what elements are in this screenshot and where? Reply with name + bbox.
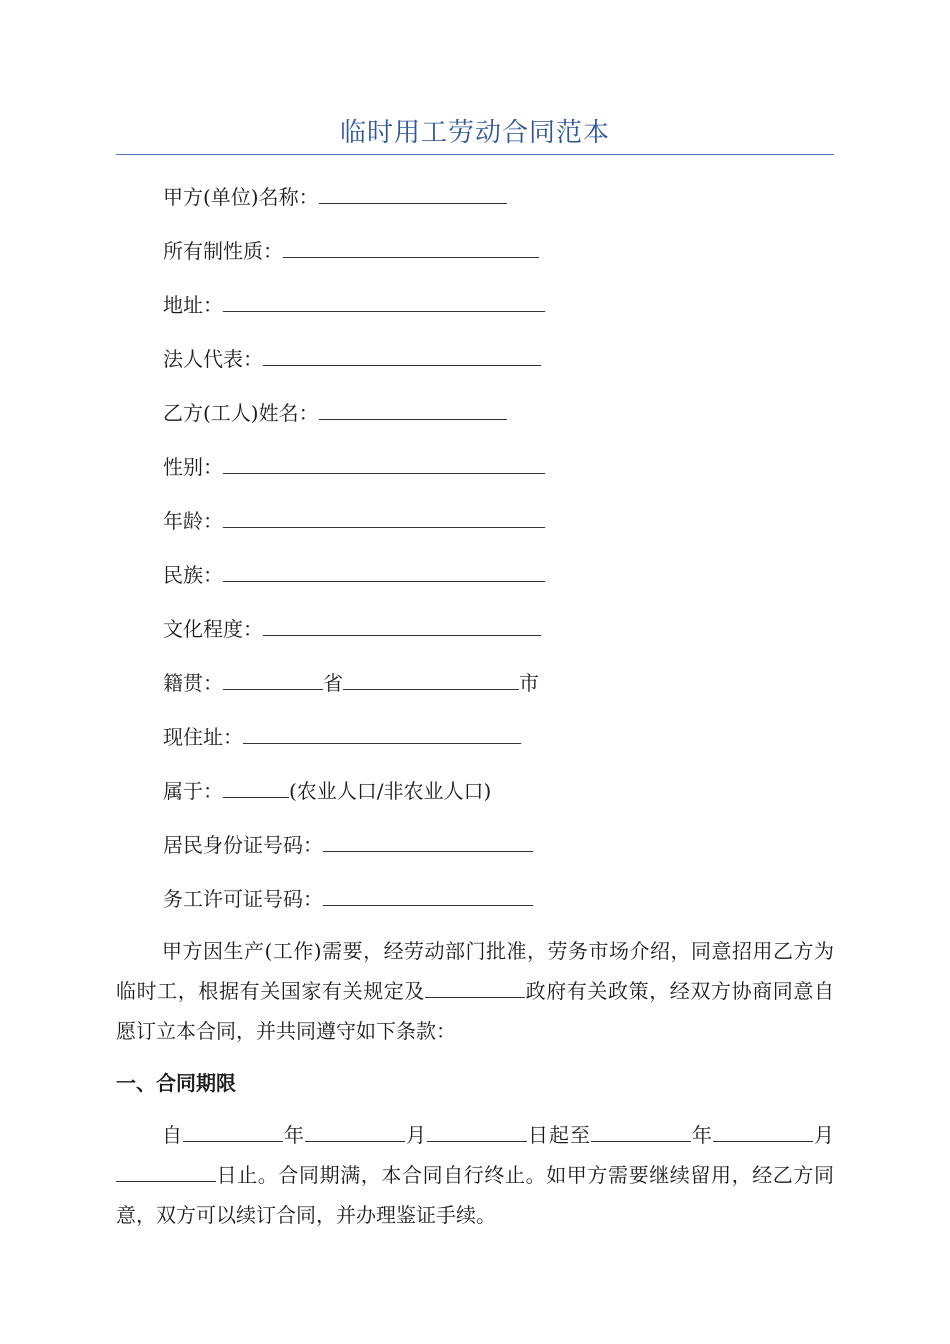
province-label: 省 [323, 671, 343, 695]
field-work-permit [163, 883, 533, 914]
term-month-2: 月 [813, 1123, 834, 1147]
intro-text-1: 甲方因生产(工作)需要，经劳动部门批准，劳务市场介绍，同意招用乙方为临时工，根据有关国家有关规定及 [116, 939, 834, 1003]
field-label: 务工许可证号码： [163, 887, 323, 911]
start-month-blank[interactable] [305, 1119, 405, 1142]
field-label: 乙方(工人)姓名： [163, 401, 319, 425]
city-blank[interactable] [343, 667, 519, 690]
field-gender [163, 451, 545, 482]
blank-line[interactable] [283, 235, 539, 258]
blank-line[interactable] [223, 451, 545, 474]
field-label: 所有制性质： [163, 239, 283, 263]
field-label: 性别： [163, 455, 223, 479]
city-label: 市 [519, 671, 539, 695]
blank-line[interactable] [319, 397, 507, 420]
term-year-2: 年 [691, 1123, 713, 1147]
field-label: 文化程度： [163, 617, 263, 641]
belongs-options: (农业人口/非农业人口) [289, 779, 492, 803]
blank-line[interactable] [323, 883, 533, 906]
end-month-blank[interactable] [713, 1119, 813, 1142]
blank-line[interactable] [243, 721, 521, 744]
end-day-blank[interactable] [116, 1159, 216, 1182]
field-party-a-name [163, 181, 507, 212]
field-address [163, 289, 545, 320]
field-label: 法人代表： [163, 347, 263, 371]
term-day-start: 日起至 [527, 1123, 591, 1147]
blank-line[interactable] [319, 181, 507, 204]
blank-line[interactable] [223, 559, 545, 582]
term-rest: 合同期满，本合同自行终止。如甲方需要继续留用，经乙方同意，双方可以续订合同，并办理鉴证手续。 [116, 1163, 835, 1227]
field-label: 甲方(单位)名称： [163, 185, 319, 209]
term-month: 月 [405, 1123, 427, 1147]
field-belongs-to [163, 775, 491, 806]
blank-line[interactable] [223, 775, 289, 798]
field-ethnicity [163, 559, 545, 590]
blank-line[interactable] [263, 343, 541, 366]
intro-text-2: 政府有关政策，经双方协商同意自愿订立本合同，并共同遵守如下条款： [116, 979, 834, 1043]
field-label: 民族： [163, 563, 223, 587]
term-year: 年 [283, 1123, 305, 1147]
term-paragraph [116, 1115, 834, 1235]
field-label: 属于： [163, 779, 223, 803]
field-label: 居民身份证号码： [163, 833, 323, 857]
blank-line[interactable] [263, 613, 541, 636]
field-current-address [163, 721, 521, 752]
province-blank[interactable] [223, 667, 323, 690]
field-ownership [163, 235, 539, 266]
field-label: 籍贯： [163, 671, 223, 695]
start-year-blank[interactable] [183, 1119, 283, 1142]
term-day-end: 日止。 [216, 1163, 279, 1187]
title-underline [116, 154, 834, 155]
blank-line[interactable] [323, 829, 533, 852]
document-title: 临时用工劳动合同范本 [339, 118, 610, 148]
start-day-blank[interactable] [427, 1119, 527, 1142]
field-legal-rep [163, 343, 541, 374]
blank-line[interactable] [223, 505, 545, 528]
field-id-number [163, 829, 533, 860]
intro-paragraph [116, 931, 834, 1051]
field-label: 现住址： [163, 725, 243, 749]
blank-line[interactable] [223, 289, 545, 312]
term-from: 自 [162, 1123, 183, 1147]
field-party-b-name [163, 397, 507, 428]
field-label: 地址： [163, 293, 223, 317]
section-heading: 一、合同期限 [116, 1071, 236, 1095]
end-year-blank[interactable] [591, 1119, 691, 1142]
field-education [163, 613, 541, 644]
government-blank[interactable] [425, 975, 525, 998]
field-age [163, 505, 545, 536]
field-native-place [163, 667, 539, 698]
field-label: 年龄： [163, 509, 223, 533]
